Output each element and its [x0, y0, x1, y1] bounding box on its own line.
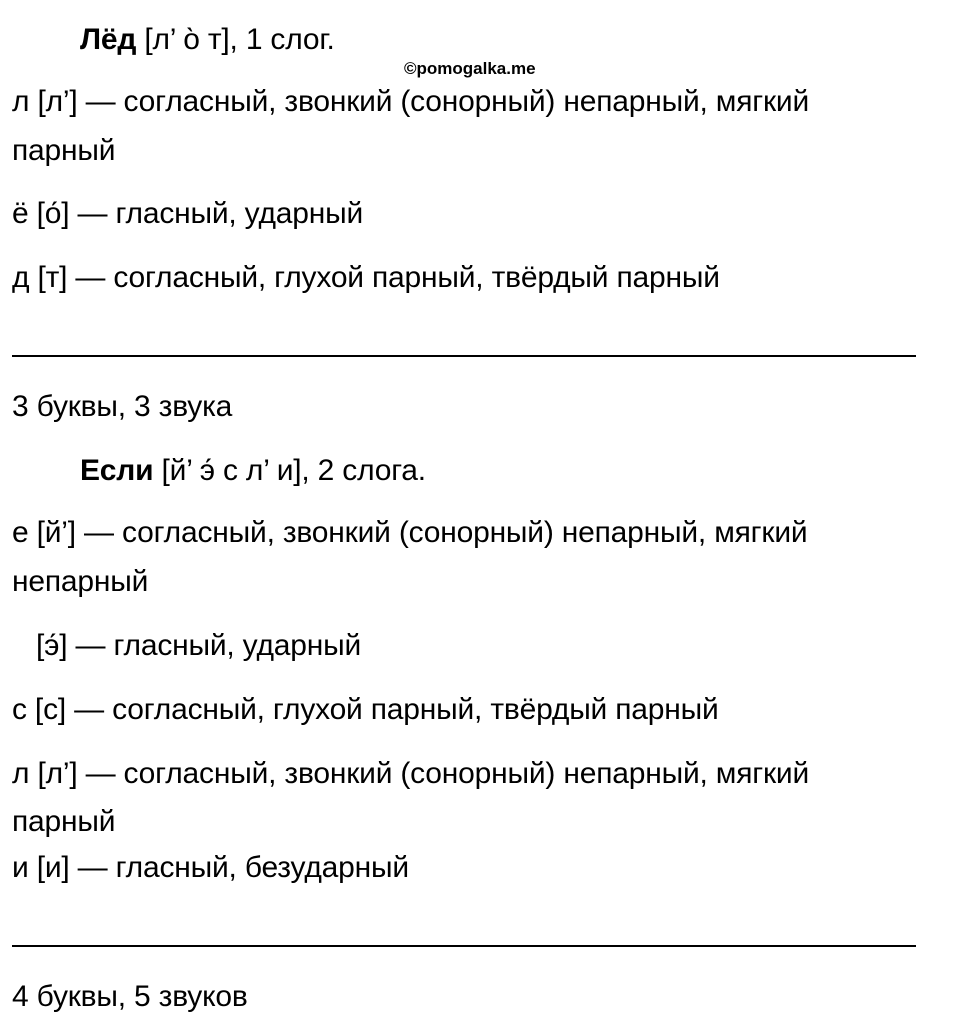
word1-line-1: л [л’] — согласный, звонкий (сонорный) непарный, мягкий [12, 85, 810, 118]
divider-1 [12, 355, 916, 357]
word1-summary: 3 буквы, 3 звука [12, 390, 233, 423]
word2-heading [80, 451, 426, 491]
word2-line-6: парный [12, 805, 116, 838]
word2-line-4: с [с] — согласный, глухой парный, твёрдый парный [12, 693, 719, 726]
word1-line-4: д [т] — согласный, глухой парный, твёрдый парный [12, 261, 720, 294]
word2-line-2: непарный [12, 565, 149, 598]
word1-line-3: ё [о́] — гласный, ударный [12, 197, 364, 230]
word1-transcription: [л’ о̀ т], 1 слог. [136, 23, 335, 56]
divider-2 [12, 945, 916, 947]
word2-transcription: [й’ э́ с л’ и], 2 слога. [153, 454, 426, 487]
word1-title: Лёд [80, 23, 137, 56]
word1-heading [80, 20, 335, 60]
word2-line-7: и [и] — гласный, безударный [12, 851, 409, 884]
word2-line-3: [э́] — гласный, ударный [36, 629, 362, 662]
word2-line-5: л [л’] — согласный, звонкий (сонорный) непарный, мягкий [12, 757, 810, 790]
word2-title: Если [80, 454, 154, 487]
watermark: ©pomogalka.me [404, 59, 536, 78]
word1-line-2: парный [12, 134, 116, 167]
word2-line-1: е [й’] — согласный, звонкий (сонорный) непарный, мягкий [12, 516, 808, 549]
word2-summary: 4 буквы, 5 звуков [12, 980, 248, 1013]
